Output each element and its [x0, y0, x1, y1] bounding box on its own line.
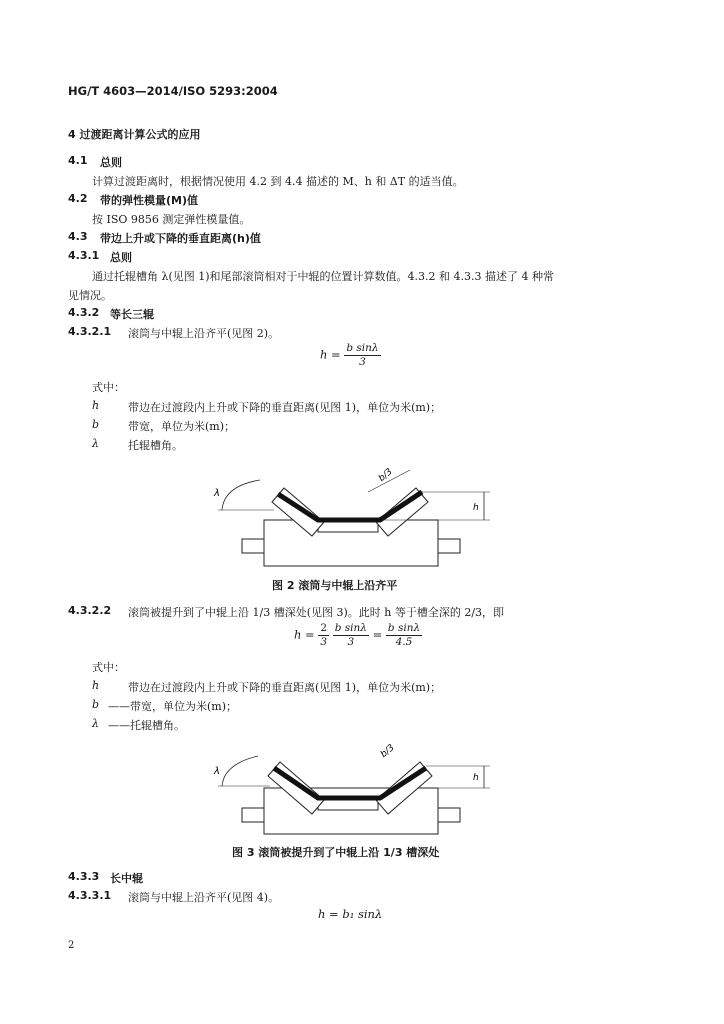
def2-symbol-b: b	[92, 698, 100, 711]
section-4-3-title: 带边上升或下降的垂直距离(h)值	[100, 232, 261, 245]
section-4-3-2-1-body: 滚筒与中辊上沿齐平(见图 2)。	[128, 327, 280, 340]
right-shaft	[438, 808, 460, 822]
figure-2-caption: 图 2 滚筒与中辊上沿齐平	[272, 579, 398, 592]
formula-h-b1-sin-lambda: h = b₁ sinλ	[318, 907, 383, 921]
section-4-2-title: 带的弹性模量(M)值	[100, 194, 199, 207]
section-4-3-1-body-line2: 见情况。	[68, 289, 112, 302]
page-number: 2	[68, 940, 75, 951]
def2-symbol-lambda: λ	[92, 717, 99, 730]
lambda-label: λ	[214, 766, 220, 777]
right-shaft	[438, 539, 460, 553]
def-symbol-b: b	[92, 418, 100, 431]
section-4-3-2-number: 4.3.2	[68, 306, 100, 319]
formula-h-b-sin-lambda-over-3: h = $\frac{\text{b sinλ}}{3}$	[320, 342, 379, 368]
section-4-title: 4 过渡距离计算公式的应用	[68, 128, 201, 141]
h-label: h	[473, 503, 479, 513]
figure-2-drawing	[200, 462, 500, 570]
section-4-3-number: 4.3	[68, 230, 88, 243]
def2-symbol-h: h	[92, 679, 100, 692]
where-label: 式中：	[92, 381, 125, 394]
def-text-lambda: 托辊槽角。	[128, 439, 183, 452]
standard-header: HG/T 4603—2014/ISO 5293:2004	[68, 84, 278, 98]
def-text-b: 带宽，单位为米(m)；	[128, 420, 236, 433]
where-label-2: 式中：	[92, 661, 125, 674]
section-4-3-1-body-line1: 通过托辊槽角 λ(见图 1)和尾部滚筒相对于中辊的位置计算数值。4.3.2 和 4.3.3 描述了 4 种常	[92, 270, 555, 283]
section-4-3-3-1-body: 滚筒与中辊上沿齐平(见图 4)。	[128, 891, 280, 904]
section-4-1-body: 计算过渡距离时，根据情况使用 4.2 到 4.4 描述的 M、h 和 ΔT 的适当值。	[92, 175, 464, 188]
left-shaft	[242, 539, 264, 553]
section-4-3-3-title: 长中辊	[110, 872, 143, 885]
section-4-3-3-number: 4.3.3	[68, 870, 100, 883]
b3-label: b/3	[379, 742, 397, 760]
lambda-arc	[222, 480, 260, 510]
def2-text-lambda: ——托辊槽角。	[108, 719, 185, 732]
section-4-3-1-title: 总则	[110, 251, 132, 264]
section-4-1-title: 总则	[100, 156, 122, 169]
lambda-arc	[222, 756, 258, 786]
section-4-3-2-2-body: 滚筒被提升到了中辊上沿 1/3 槽深处(见图 3)。此时 h 等于槽全深的 2/3，即	[128, 606, 505, 619]
section-4-3-2-2-number: 4.3.2.2	[68, 604, 112, 617]
section-4-2-body: 按 ISO 9856 测定弹性模量值。	[92, 213, 251, 226]
section-4-3-2-1-number: 4.3.2.1	[68, 325, 112, 338]
h-label: h	[473, 773, 479, 783]
section-4-1-number: 4.1	[68, 154, 88, 167]
figure-3-caption: 图 3 滚筒被提升到了中辊上沿 1/3 槽深处	[232, 846, 440, 859]
figure-3-drawing	[200, 742, 500, 838]
section-4-3-1-number: 4.3.1	[68, 249, 100, 262]
def-symbol-lambda: λ	[92, 437, 99, 450]
b3-label: b/3	[377, 466, 395, 484]
def-text-h: 带边在过渡段内上升或下降的垂直距离(见图 1)，单位为米(m)；	[128, 401, 442, 414]
def-symbol-h: h	[92, 399, 100, 412]
left-shaft	[242, 808, 264, 822]
section-4-2-number: 4.2	[68, 192, 88, 205]
def2-text-b: ——带宽，单位为米(m)；	[108, 700, 238, 713]
section-4-3-3-1-number: 4.3.3.1	[68, 889, 112, 902]
def2-text-h: 带边在过渡段内上升或下降的垂直距离(见图 1)，单位为米(m)；	[128, 681, 442, 694]
section-4-3-2-title: 等长三辊	[110, 308, 154, 321]
lambda-label: λ	[214, 488, 220, 499]
formula-h-two-thirds: h = $\frac{2}{3}$ $\frac{\text{b sinλ}}{3}$ = $\frac{\text{b sinλ}}{4.5}$	[294, 622, 421, 648]
